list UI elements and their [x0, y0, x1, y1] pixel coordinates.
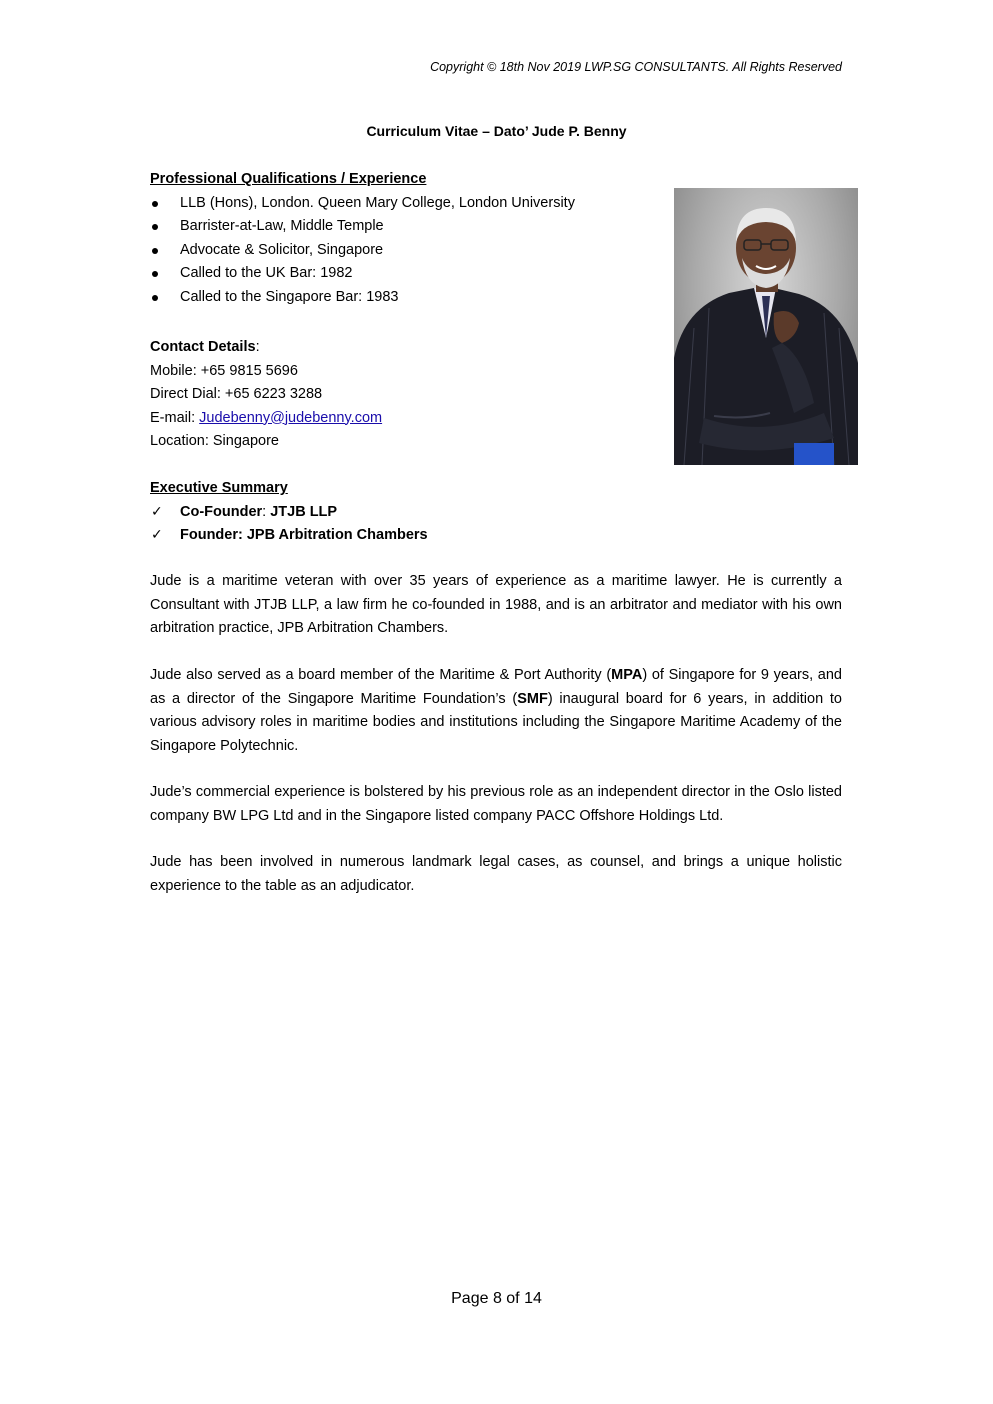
paragraph-2: Jude also served as a board member of the Maritime & Port Authority (MPA) of Singapore for 9 years, and as a director of the Singapore Maritime Foundation’s (SMF) inaugural board for 6 years, in addition to various advisory roles in maritime bodies and institutions including the Singapore Maritime Academy of the Singapore Polytechnic.	[150, 667, 842, 754]
contact-location: Location: Singapore	[150, 433, 279, 449]
bullet-icon	[152, 271, 158, 277]
list-item: ✓ Founder: JPB Arbitration Chambers	[150, 524, 428, 548]
qualifications-heading: Professional Qualifications / Experience	[150, 171, 427, 187]
list-item: Advocate & Solicitor, Singapore	[150, 239, 575, 263]
contact-section	[150, 336, 382, 454]
list-item: LLB (Hons), London. Queen Mary College, London University	[150, 192, 575, 216]
qualifications-list	[150, 192, 575, 310]
mpa-abbr: MPA	[611, 667, 643, 683]
qualifications-section	[150, 168, 575, 309]
bullet-icon	[152, 201, 158, 207]
contact-heading: Contact Details	[150, 339, 256, 355]
contact-email-line: E-mail: Judebenny@judebenny.com	[150, 409, 383, 426]
contact-mobile: Mobile: +65 9815 5696	[150, 362, 298, 379]
contact-heading-line: Contact Details:	[150, 339, 260, 355]
portrait-photo	[674, 188, 858, 465]
checkmark-icon: ✓	[151, 503, 163, 520]
bullet-icon	[152, 248, 158, 254]
paragraph-3: Jude’s commercial experience is bolstered by his previous role as an independent director in the Oslo listed company BW LPG Ltd and in the Singapore listed company PACC Offshore Holdings Ltd.	[150, 784, 842, 824]
contact-direct-dial: Direct Dial: +65 6223 3288	[150, 386, 323, 402]
bullet-icon	[152, 224, 158, 230]
copyright-notice: Copyright © 18th Nov 2019 LWP.SG CONSULTANTS. All Rights Reserved	[430, 60, 842, 74]
portrait-illustration	[674, 188, 858, 465]
list-item: Called to the UK Bar: 1982	[150, 262, 575, 286]
list-item: ✓ Co-Founder: JTJB LLP	[150, 501, 428, 525]
smf-abbr: SMF	[517, 690, 548, 707]
list-item: Called to the Singapore Bar: 1983	[150, 286, 575, 310]
page-title: Curriculum Vitae – Dato’ Jude P. Benny	[366, 123, 627, 139]
executive-summary-heading: Executive Summary	[150, 480, 288, 496]
bullet-icon	[152, 295, 158, 301]
list-item: Barrister-at-Law, Middle Temple	[150, 215, 575, 239]
paragraph-4: Jude has been involved in numerous landmark legal cases, as counsel, and brings a unique holistic experience to the table as an adjudicator.	[150, 854, 842, 894]
checkmark-icon: ✓	[151, 527, 163, 543]
paragraph-1: Jude is a maritime veteran with over 35 years of experience as a maritime lawyer. He is currently a Consultant with JTJB LLP, a law firm he co-founded in 1988, and is an arbitrator and mediator with his own arbitration practice, JPB Arbitration Chambers.	[150, 573, 842, 636]
summary-list	[150, 501, 428, 548]
email-link[interactable]: Judebenny@judebenny.com	[199, 409, 383, 426]
page-number: Page 8 of 14	[451, 1290, 542, 1307]
executive-summary-section	[150, 477, 428, 548]
